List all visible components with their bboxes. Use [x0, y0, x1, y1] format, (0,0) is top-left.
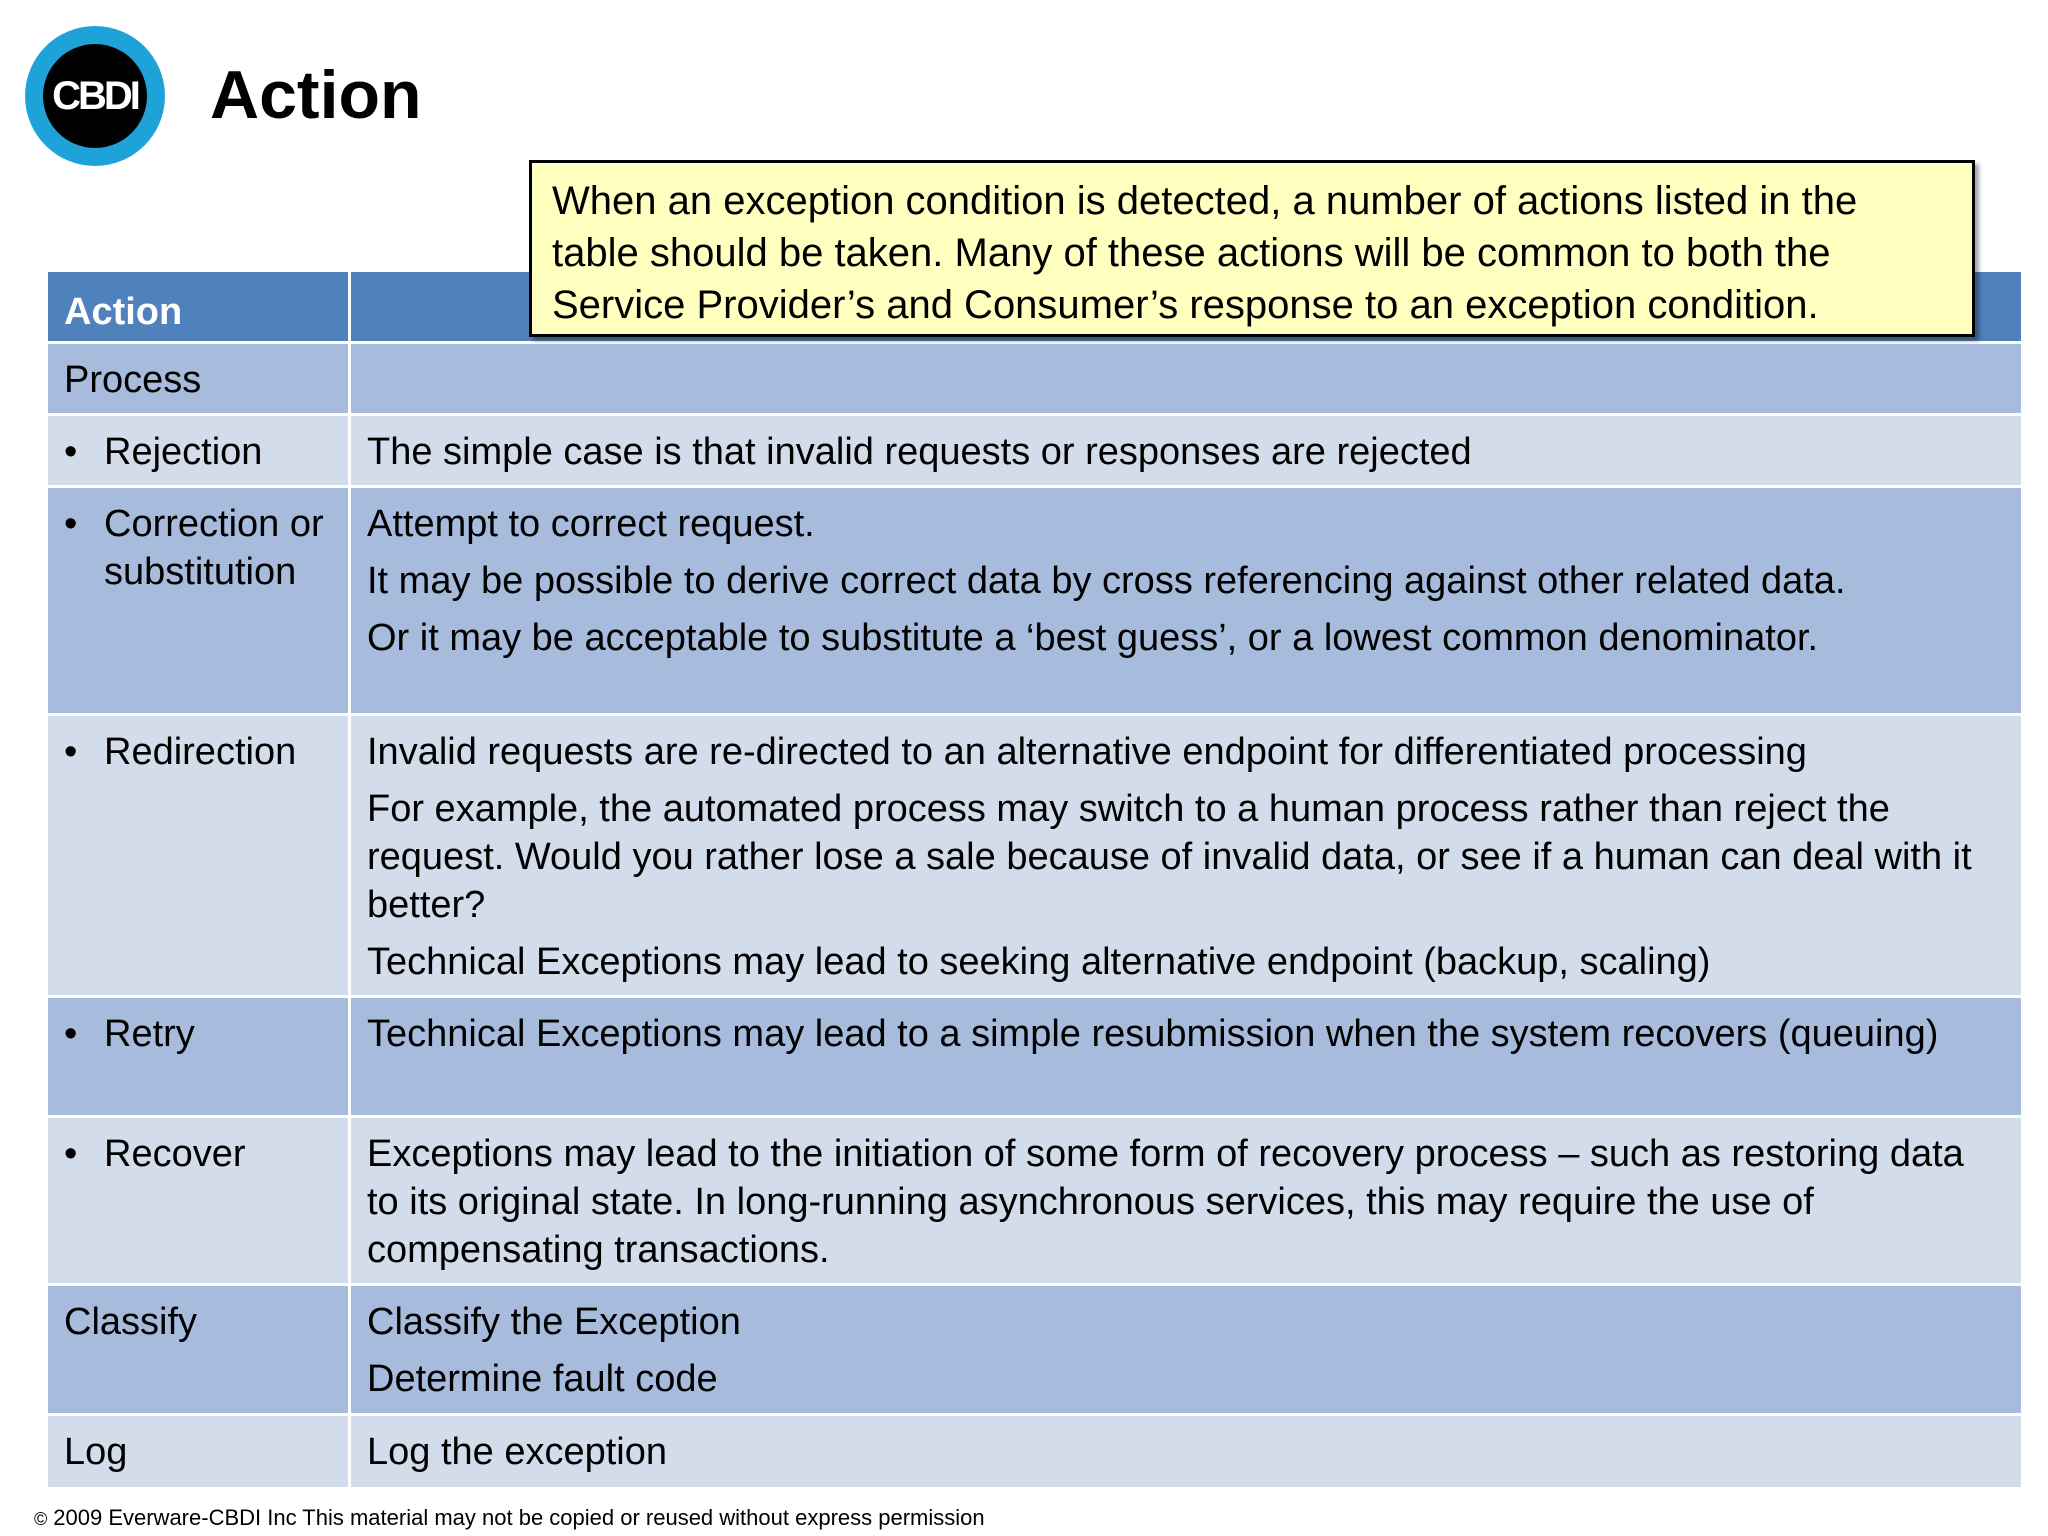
- action-label: Classify: [64, 1301, 198, 1343]
- description-text: Classify the Exception: [367, 1301, 741, 1343]
- copyright-symbol: ©: [34, 1509, 48, 1529]
- action-cell: [48, 1416, 351, 1490]
- bullet-icon: •: [64, 431, 78, 473]
- cbdi-logo: [25, 26, 165, 166]
- cbdi-logo-inner: [43, 44, 147, 148]
- description-text: Log the exception: [367, 1431, 668, 1473]
- description-text: Technical Exceptions may lead to seeking alternative endpoint (backup, scaling): [367, 941, 1711, 983]
- page-title: Action: [210, 57, 422, 133]
- description-cell: [351, 998, 2024, 1118]
- bulleted-action: [64, 1010, 332, 1058]
- bulleted-action: [64, 428, 332, 476]
- description-cell: [351, 416, 2024, 488]
- bulleted-action: [64, 728, 332, 776]
- action-cell: [48, 716, 351, 998]
- description-text: Determine fault code: [367, 1358, 718, 1400]
- action-cell: [48, 1118, 351, 1286]
- description-text: Or it may be acceptable to substitute a ‘best guess’, or a lowest common denominator.: [367, 617, 1819, 659]
- action-label: Process: [64, 359, 202, 401]
- action-cell: [48, 344, 351, 416]
- action-cell: [48, 416, 351, 488]
- cbdi-logo-text: CBDI: [52, 73, 138, 118]
- action-label: Correction or substitution: [104, 503, 324, 593]
- action-label: Redirection: [104, 731, 297, 773]
- description-text: It may be possible to derive correct data by cross referencing against other related data.: [367, 560, 1846, 602]
- description-cell: [351, 1118, 2024, 1286]
- description-text: Invalid requests are re-directed to an alternative endpoint for differentiated processing: [367, 731, 1807, 773]
- description-text: Exceptions may lead to the initiation of some form of recovery process – such as restoring data to its original state. In long-running asynchronous services, this may require the use of compensating transactions.: [367, 1133, 1964, 1271]
- bullet-icon: •: [64, 503, 78, 545]
- description-cell: [351, 1286, 2024, 1416]
- description-text: For example, the automated process may switch to a human process rather than reject the request. Would you rather lose a sale because of invalid data, or see if a human can deal with it better?: [367, 788, 1972, 926]
- bulleted-action: [64, 1130, 332, 1178]
- footer: [34, 1505, 985, 1531]
- description-cell: [351, 344, 2024, 416]
- header-action: Action: [48, 272, 351, 344]
- action-label: Retry: [104, 1013, 195, 1055]
- description-cell: [351, 488, 2024, 716]
- action-cell: [48, 1286, 351, 1416]
- action-label: Recover: [104, 1133, 246, 1175]
- footer-text: 2009 Everware-CBDI Inc This material may not be copied or reused without express permission: [53, 1505, 985, 1530]
- action-cell: [48, 488, 351, 716]
- description-text: Attempt to correct request.: [367, 503, 815, 545]
- description-text: Technical Exceptions may lead to a simple resubmission when the system recovers (queuing): [367, 1013, 1939, 1055]
- description-text: The simple case is that invalid requests or responses are rejected: [367, 431, 1472, 473]
- bullet-icon: •: [64, 1133, 78, 1175]
- bullet-icon: •: [64, 1013, 78, 1055]
- callout-note: When an exception condition is detected, a number of actions listed in the table should be taken. Many of these actions will be common to both the Service Provider’s and Consumer’s response to an exception condition.: [529, 160, 1975, 337]
- description-cell: [351, 1416, 2024, 1490]
- description-cell: [351, 716, 2024, 998]
- bulleted-action: [64, 500, 332, 596]
- bullet-icon: •: [64, 731, 78, 773]
- action-table: [48, 272, 2024, 1490]
- action-label: Rejection: [104, 431, 263, 473]
- action-cell: [48, 998, 351, 1118]
- action-label: Log: [64, 1431, 128, 1473]
